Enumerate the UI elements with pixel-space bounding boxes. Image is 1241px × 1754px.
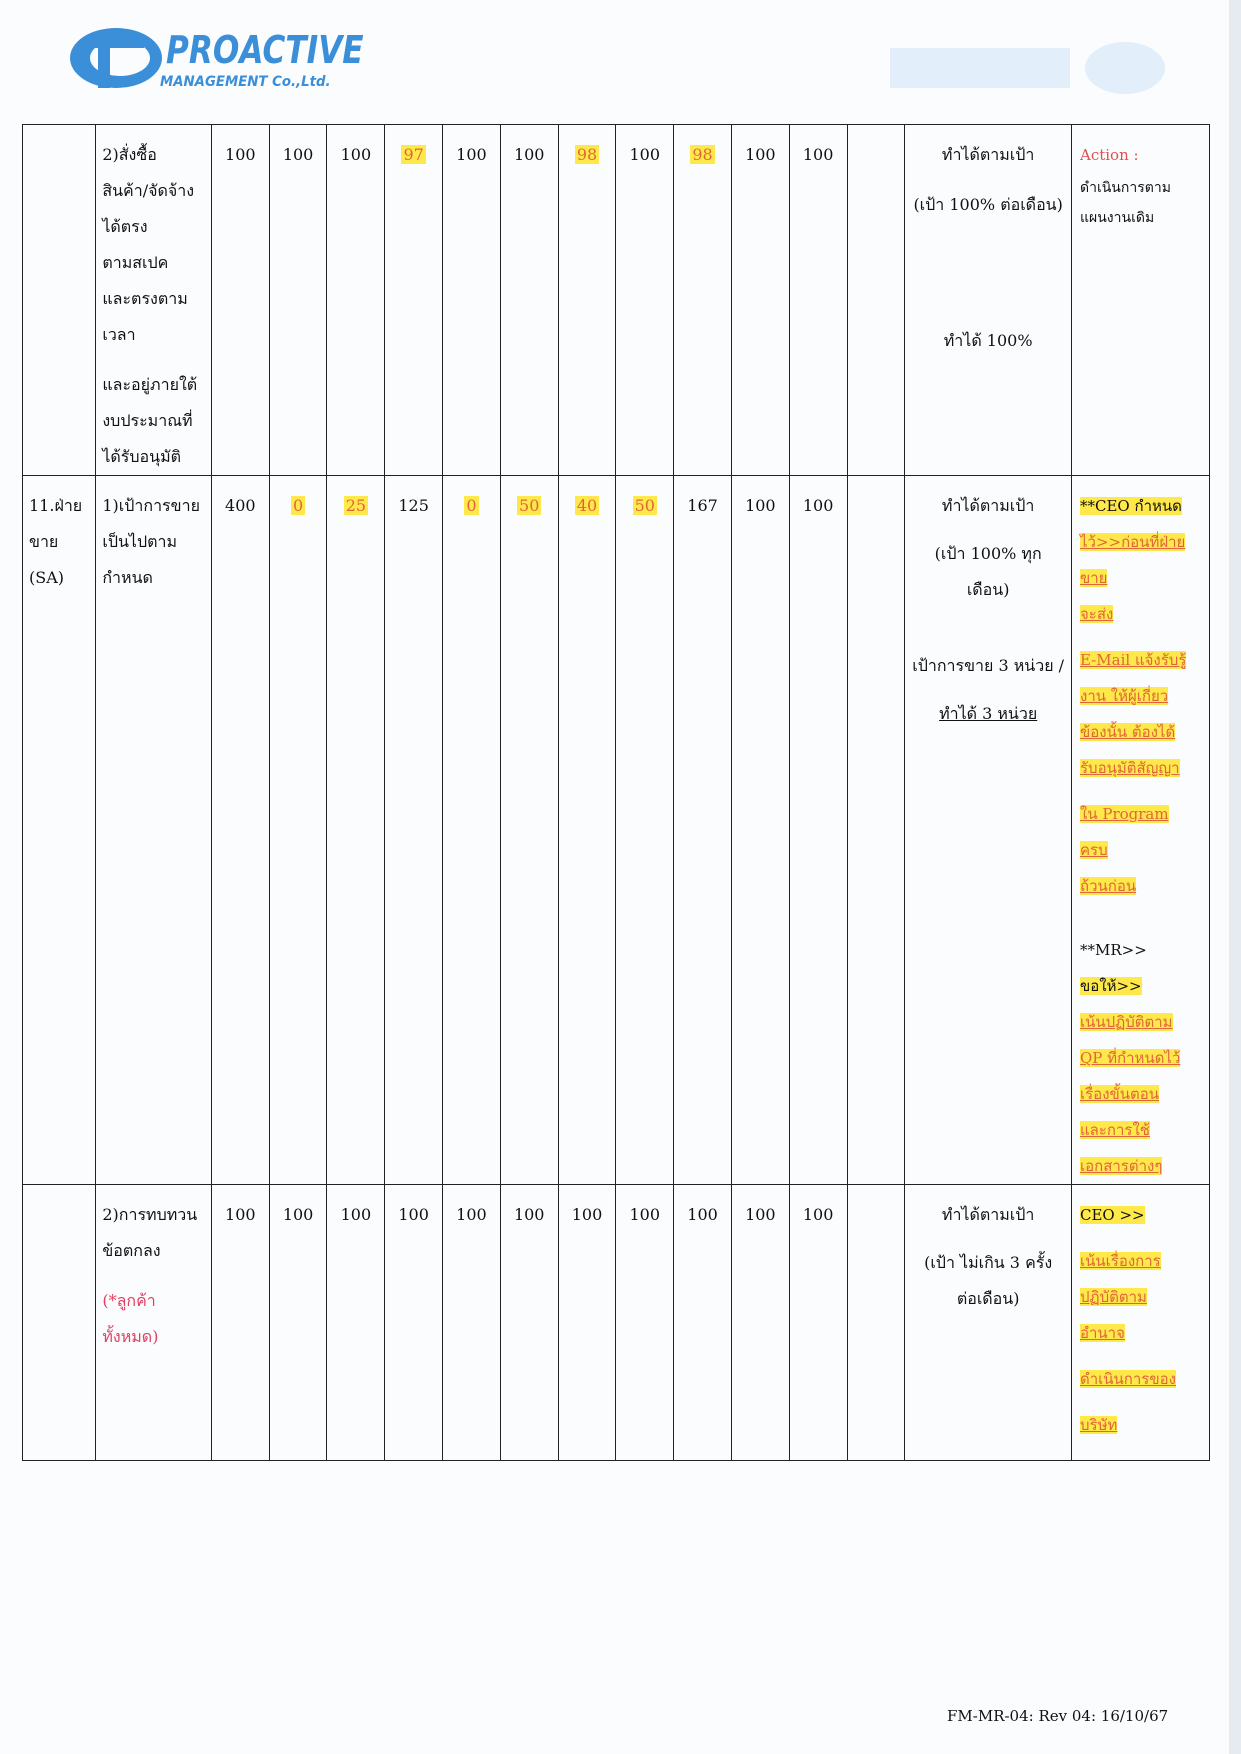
value-cell: 100 (211, 1185, 269, 1461)
topic-cell: 2)การทบทวน ข้อตกลง (*ลูกค้า ทั้งหมด) (96, 1185, 212, 1461)
value-cell (847, 125, 905, 476)
value-cell: 100 (616, 1185, 674, 1461)
dept-cell (23, 125, 96, 476)
value-cell: 100 (789, 1185, 847, 1461)
topic-cell: 1)เป้าการขาย เป็นไปตาม กำหนด (96, 476, 212, 1185)
value-cell: 50 (500, 476, 558, 1185)
value-cell: 100 (500, 125, 558, 476)
value-cell (847, 1185, 905, 1461)
value-cell: 100 (616, 125, 674, 476)
value-cell: 100 (674, 1185, 732, 1461)
form-code-footer: FM-MR-04: Rev 04: 16/10/67 (947, 1707, 1169, 1725)
value-cell: 100 (211, 125, 269, 476)
logo-swoosh-icon (68, 24, 168, 94)
result-cell: ทำได้ตามเป้า (เป้า ไม่เกิน 3 ครั้ง ต่อเดือน) (905, 1185, 1072, 1461)
value-cell: 100 (558, 1185, 616, 1461)
value-cell: 100 (385, 1185, 443, 1461)
value-cell: 0 (443, 476, 501, 1185)
value-cell: 100 (731, 476, 789, 1185)
topic-cell: 2)สั่งซื้อ สินค้า/จัดจ้าง ได้ตรง ตามสเปค และตรงตาม เวลา และอยู่ภายใต้ งบประมาณที่ ได้รับอนุมัติ (96, 125, 212, 476)
value-cell: 100 (731, 125, 789, 476)
value-cell: 100 (789, 476, 847, 1185)
value-cell (847, 476, 905, 1185)
value-cell: 0 (269, 476, 327, 1185)
logo-subtitle: MANAGEMENT Co.,Ltd. (160, 74, 331, 90)
value-cell: 167 (674, 476, 732, 1185)
value-cell: 100 (269, 125, 327, 476)
value-cell: 100 (327, 125, 385, 476)
value-cell: 100 (443, 1185, 501, 1461)
table-row (23, 125, 1210, 476)
value-cell: 100 (443, 125, 501, 476)
result-cell: ทำได้ตามเป้า (เป้า 100% ต่อเดือน) ทำได้ 100% (905, 125, 1072, 476)
dept-cell (23, 1185, 96, 1461)
action-cell: CEO >> เน้นเรื่องการ ปฏิบัติตาม อำนาจ ดำเนินการของ บริษัท (1072, 1185, 1210, 1461)
value-cell: 98 (558, 125, 616, 476)
value-cell: 100 (327, 1185, 385, 1461)
value-cell: 100 (731, 1185, 789, 1461)
value-cell: 25 (327, 476, 385, 1185)
value-cell: 98 (674, 125, 732, 476)
value-cell: 400 (211, 476, 269, 1185)
action-cell: Action : ดำเนินการตาม แผนงานเดิม (1072, 125, 1210, 476)
dept-cell: 11.ฝ่าย ขาย (SA) (23, 476, 96, 1185)
value-cell: 97 (385, 125, 443, 476)
table-row (23, 1185, 1210, 1461)
report-table (22, 124, 1210, 1461)
value-cell: 40 (558, 476, 616, 1185)
value-cell: 125 (385, 476, 443, 1185)
result-cell: ทำได้ตามเป้า (เป้า 100% ทุก เดือน) เป้าการขาย 3 หน่วย / ทำได้ 3 หน่วย (905, 476, 1072, 1185)
value-cell: 100 (789, 125, 847, 476)
value-cell: 50 (616, 476, 674, 1185)
value-cell: 100 (500, 1185, 558, 1461)
value-cell: 100 (269, 1185, 327, 1461)
company-logo (68, 24, 368, 94)
action-cell: **CEO กำหนด ไว้>>ก่อนที่ฝ่าย ขาย จะส่ง E-Mail แจ้งรับรู้ งาน ให้ผู้เกี่ยว ข้องนั้น ต้องได้ รับอนุมัติสัญญา ใน Program ครบ ถ้วนก่อน **MR>> ขอให้>> เน้นปฏิบัติตาม QP ที่กำหนดไว้ เรื่องขั้นตอน และการใช้ เอกสารต่างๆ (1072, 476, 1210, 1185)
page-edge (1229, 0, 1241, 1754)
table-row (23, 476, 1210, 1185)
watermark-logo-icon (890, 38, 1170, 98)
logo-brand: PROACTIVE (166, 28, 364, 72)
